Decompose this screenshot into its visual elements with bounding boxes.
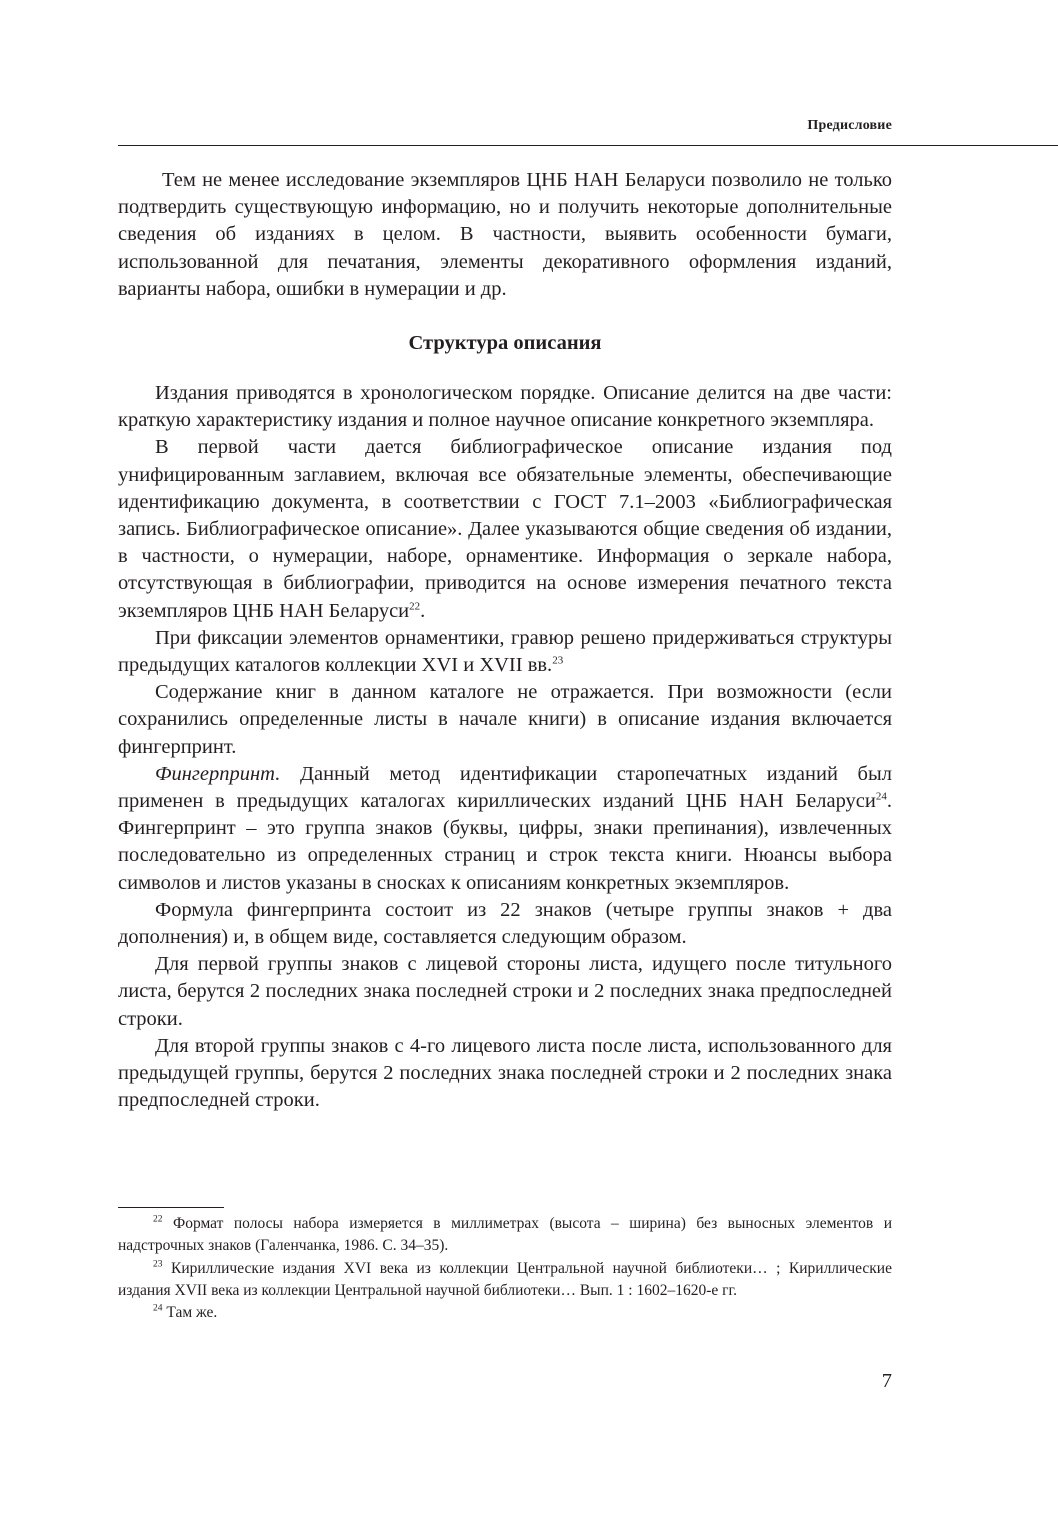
footnote-number: 22 [153,1214,163,1225]
intro-paragraph: Тем не менее исследование экземпляров ЦНБ НАН Беларуси позволило не только подтвердить существующую информацию, но и получить некоторые дополнительные сведения об изданиях в целом. В частности, выявить особенности бумаги, использованной для печатания, элементы декоративного оформления изданий, варианты набора, ошибки в нумерации и др. [118,169,892,300]
footnote-ref-23: 23 [552,654,564,667]
footnote-ref-22: 22 [409,599,421,612]
footnote-text: Формат полосы набора измеряется в миллиметрах (высота – ширина) без выносных элементов и надстрочных знаков (Галенчанка, 1986. С. 34–35). [118,1215,892,1255]
footnote-ref-24: 24 [875,790,887,803]
paragraph-8: Для второй группы знаков с 4-го лицевого листа после листа, использованного для предыдущей группы, берутся 2 последних знака последней строки и 2 последних знака предпоследней строки. [118,1034,892,1112]
paragraph-2-end: . [420,599,426,622]
footnote-text: Там же. [162,1304,218,1322]
paragraph-5 [118,761,892,897]
main-text [118,167,892,1115]
paragraph-4: Содержание книг в данном каталоге не отражается. При возможности (если сохранились определенные листы в начале книги) в описание издания включается фингерпринт. [118,681,892,758]
paragraph-5-text-a: Данный метод идентификации старопечатных изданий был применен в предыдущих каталогах кириллических изданий ЦНБ НАН Беларуси [118,762,892,813]
footnote-number: 23 [153,1258,163,1269]
paragraph-5-text-b: . Фингерпринт – это группа знаков (буквы, цифры, знаки препинания), извлеченных последовательно из определенных страниц и строк текста книги. Нюансы выбора символов и листов указаны в сносках к описаниям конкретных экземпляров. [118,790,892,894]
footnote-23 [118,1258,892,1303]
paragraph-7: Для первой группы знаков с лицевой стороны листа, идущего после титульного листа, берутся 2 последних знака последней строки и 2 последних знака предпоследней строки. [118,953,892,1030]
paragraph-3 [118,625,892,679]
page-number: 7 [881,1370,892,1392]
paragraph-2 [118,434,892,624]
footnote-rule [118,1207,224,1208]
header-rule [118,145,1058,146]
footnote-24 [118,1302,892,1324]
section-heading: Структура описания [408,332,602,355]
fingerprint-term: Фингерпринт. [155,762,281,785]
footnote-text: Кириллические издания XVI века из коллекции Центральной научной библиотеки… ; Кириллические издания XVII века из коллекции Центральной научной библиотеки… Вып. 1 : 1602–1620-е гг. [118,1259,892,1299]
paragraph-2-text: В первой части дается библиографическое описание издания под унифицированным заглавием, включая все обязательные элементы, обеспечивающие идентификацию документа, в соответствии с ГОСТ 7.1–2003 «Библиографическая запись. Библиографическое описание». Далее указываются общие сведения об издании, в частности, о нумерации, наборе, орнаментике. Информация о зеркале набора, отсутствующая в библиографии, приводится на основе измерения печатного текста экземпляров ЦНБ НАН Беларуси [118,436,892,622]
paragraph-3-text: При фиксации элементов орнаментики, гравюр решено придерживаться структуры предыдущих каталогов коллекции XVI и XVII вв. [118,626,892,677]
running-head: Предисловие [807,118,892,133]
footnote-number: 24 [153,1303,163,1314]
paragraph-6: Формула фингерпринта состоит из 22 знаков (четыре группы знаков + два дополнения) и, в общем виде, составляется следующим образом. [118,898,892,949]
paragraph-1: Издания приводятся в хронологическом порядке. Описание делится на две части: краткую характеристику издания и полное научное описание конкретного экземпляра. [118,382,892,432]
footnotes [118,1213,892,1324]
footnote-22 [118,1213,892,1258]
